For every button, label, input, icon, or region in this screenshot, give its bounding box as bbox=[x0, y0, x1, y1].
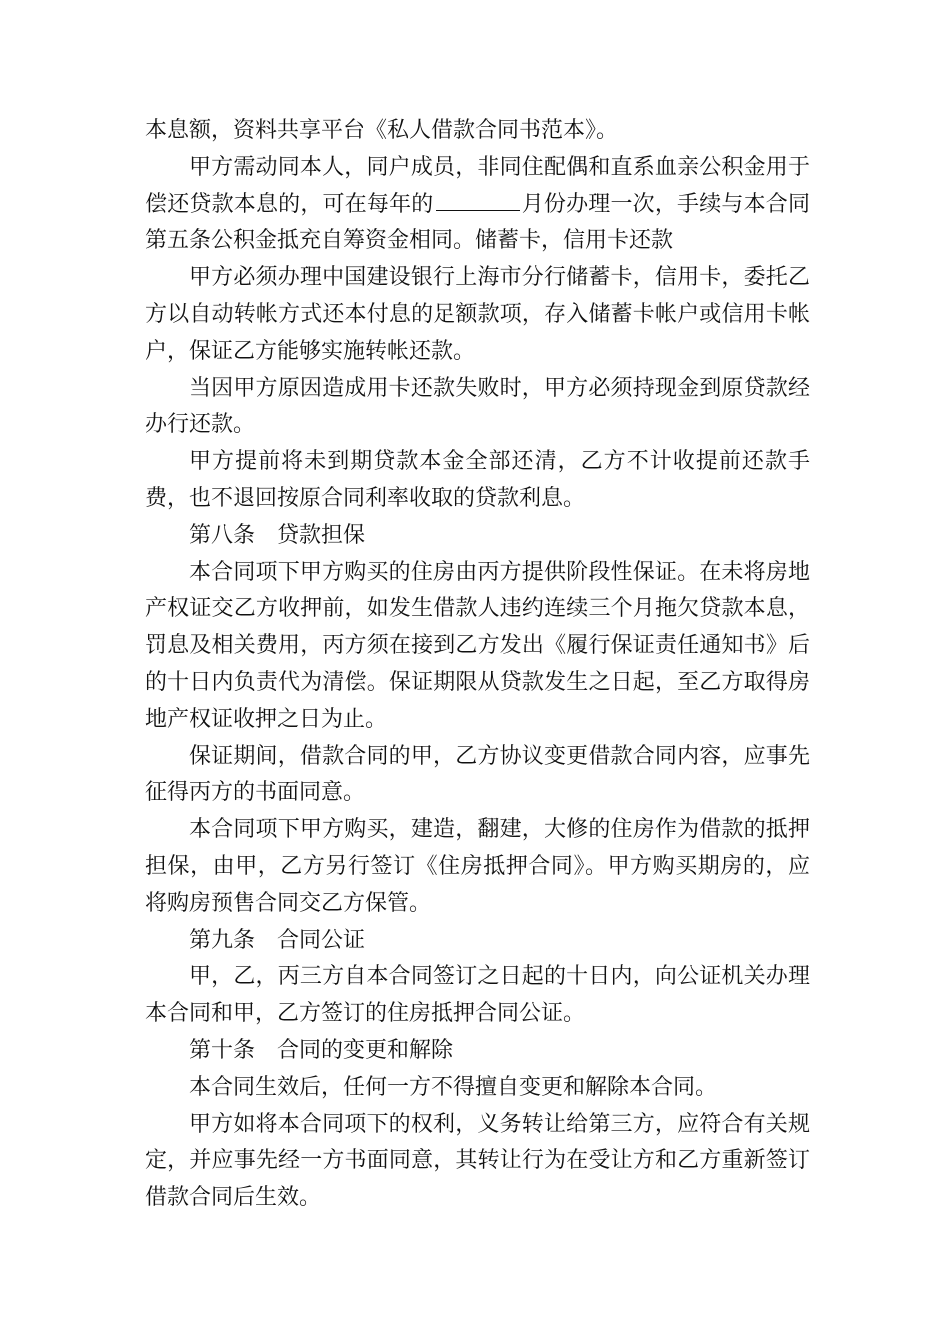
article-number: 第八条 bbox=[189, 522, 256, 548]
paragraph-mortgage-guarantee: 本合同项下甲方购买，建造，翻建，大修的住房作为借款的抵押担保，由甲，乙方另行签订《住房抵押合同》。甲方购买期房的，应将购房预售合同交乙方保管。 bbox=[145, 817, 810, 916]
paragraph-card-repayment-failure: 当因甲方原因造成用卡还款失败时，甲方必须持现金到原贷款经办行还款。 bbox=[145, 375, 810, 438]
article-number: 第九条 bbox=[189, 927, 256, 953]
article-number: 第十条 bbox=[189, 1037, 256, 1063]
article-title: 合同公证 bbox=[277, 927, 366, 953]
paragraph-text-after-blank: 月份办理一次，手续与本合同第五条公积金抵充自筹资金相同。储蓄卡，信用卡还款 bbox=[145, 191, 810, 254]
article-title: 贷款担保 bbox=[277, 522, 366, 548]
section-heading-article-8 bbox=[145, 518, 810, 555]
paragraph-early-repayment: 甲方提前将未到期贷款本金全部还清，乙方不计收提前还款手费，也不退回按原合同利率收取的贷款利息。 bbox=[145, 449, 810, 511]
paragraph-stage-guarantee: 本合同项下甲方购买的住房由丙方提供阶段性保证。在未将房地产权证交乙方收押前，如发生借款人违约连续三个月拖欠贷款本息，罚息及相关费用，丙方须在接到乙方发出《履行保证责任通知书》后的十日内负责代为清偿。保证期限从贷款发生之日起，至乙方取得房地产权证收押之日为止。 bbox=[145, 559, 810, 732]
paragraph-text-before-blank: 甲方需动同本人，同户成员，非同住配偶和直系血亲公积金用于偿还贷款本息的，可在每年的 bbox=[145, 154, 810, 217]
paragraph-debit-card-requirement: 甲方必须办理中国建设银行上海市分行储蓄卡，信用卡，委托乙方以自动转帐方式还本付息的足额款项，存入储蓄卡帐户或信用卡帐户，保证乙方能够实施转帐还款。 bbox=[145, 265, 810, 364]
article-title: 合同的变更和解除 bbox=[277, 1037, 454, 1063]
fill-in-blank-month[interactable] bbox=[436, 192, 520, 211]
paragraph-no-unilateral-change: 本合同生效后，任何一方不得擅自变更和解除本合同。 bbox=[189, 1074, 718, 1100]
document-page bbox=[145, 113, 810, 1217]
paragraph-guarantee-period: 保证期间，借款合同的甲，乙方协议变更借款合同内容，应事先征得丙方的书面同意。 bbox=[145, 743, 810, 806]
paragraph-continuation: 本息额，资料共享平台《私人借款合同书范本》。 bbox=[145, 118, 619, 143]
section-heading-article-10 bbox=[145, 1033, 810, 1070]
paragraph-notarization: 甲，乙，丙三方自本合同签订之日起的十日内，向公证机关办理本合同和甲，乙方签订的住房抵押合同公证。 bbox=[145, 964, 810, 1027]
section-heading-article-9 bbox=[145, 923, 810, 960]
paragraph-provident-fund-repayment bbox=[145, 150, 810, 260]
paragraph-rights-transfer: 甲方如将本合同项下的权利，义务转让给第三方，应符合有关规定，并应事先经一方书面同意，其转让行为在受让方和乙方重新签订借款合同后生效。 bbox=[145, 1111, 810, 1211]
